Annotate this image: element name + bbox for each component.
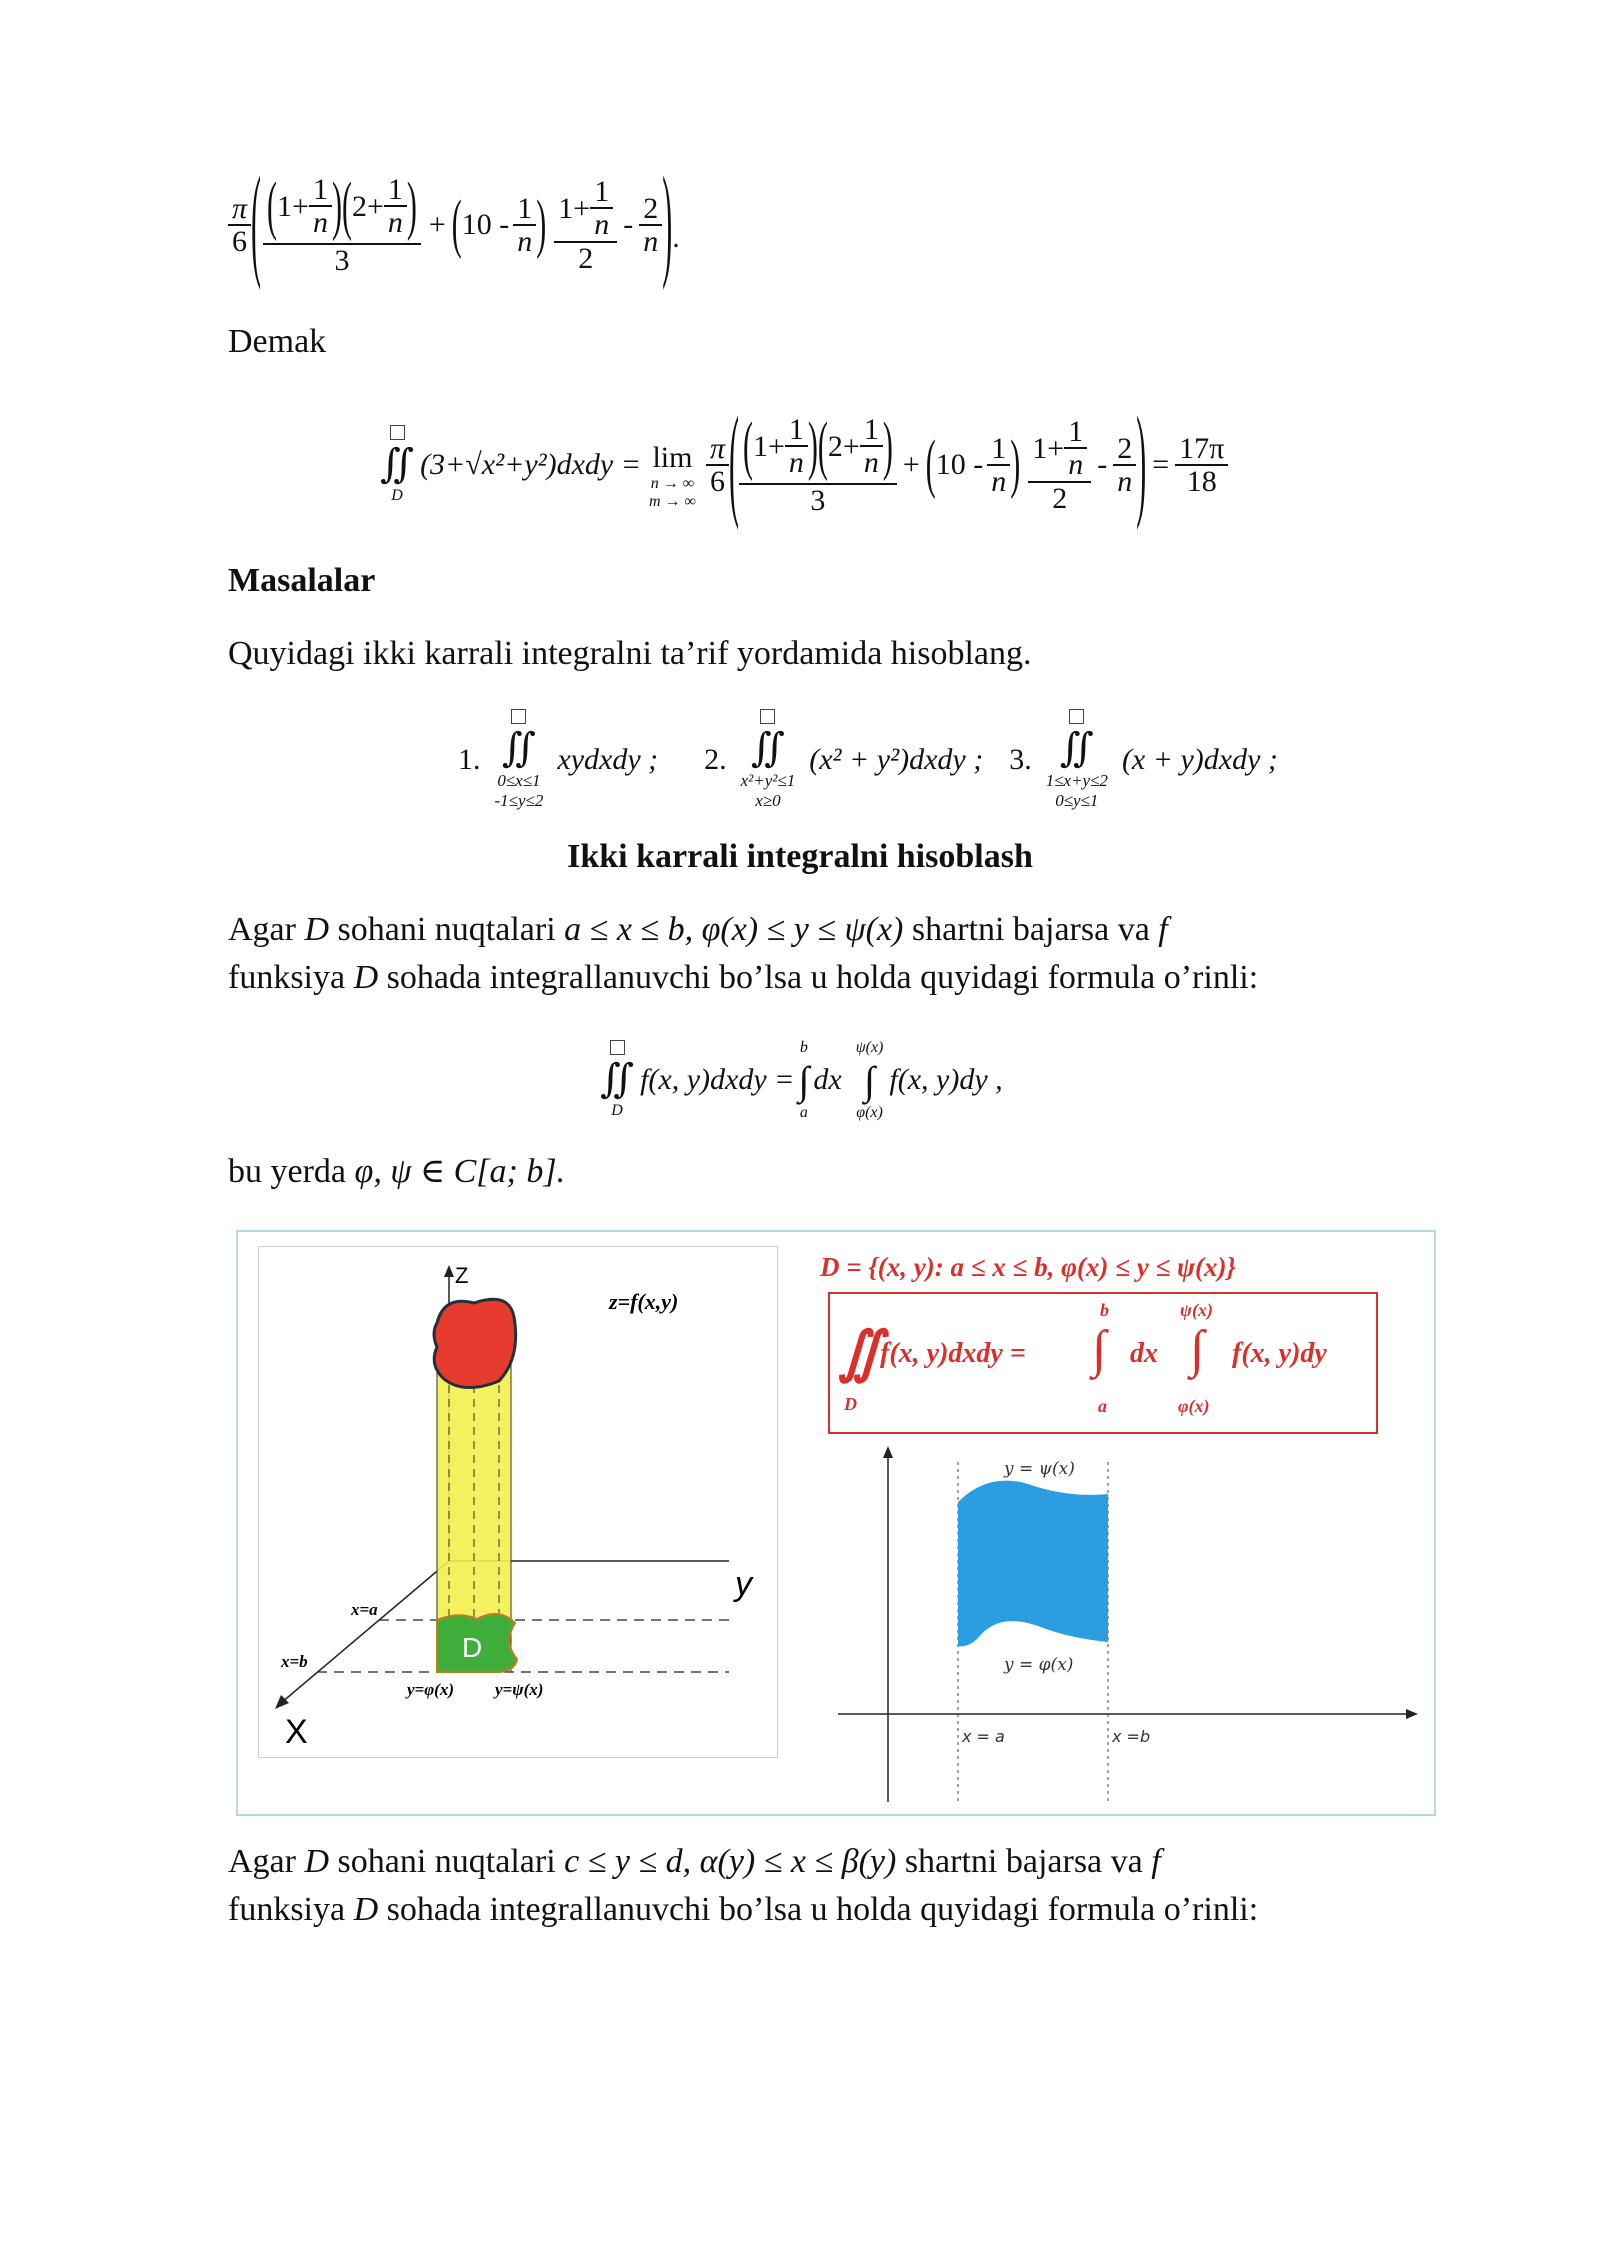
box-psi-label: ψ(x) [1180,1300,1214,1320]
box-b-label: b [1100,1300,1109,1320]
double-integral-D: ∬ D [600,1040,634,1120]
phi-curve-label: y = φ(x) [1004,1655,1074,1675]
y-axis-label: y [735,1565,752,1603]
surface-label: z=f(x,y) [609,1289,679,1314]
box-phi-label: φ(x) [1178,1396,1210,1416]
integral-phi-psi: ψ(x) ∫ φ(x) [855,1038,884,1121]
paragraph-1: Agar D sohani nuqtalari a ≤ x ≤ b, φ(x) ≤ y ≤ ψ(x) shartni bajarsa va f funksiya D sohada integrallanuvchi bo’lsa u holda quyidagi formula o’rinli: [228,911,1259,996]
problem-1-number: 1. [458,743,481,776]
domain-definition: D = {(x, y): a ≤ x ≤ b, φ(x) ≤ y ≤ ψ(x)} [820,1252,1236,1282]
domain-D-label: D [462,1632,483,1663]
z-axis-label: Z [455,1263,469,1288]
fraction-product-over-3: ( 1+ $\frac{1}{n}$ ) ( 2+ $\frac{1}{n}$ ) 3 [263,174,421,277]
box-right-expr: f(x, y)dy [1232,1338,1327,1369]
formula-top: $\frac{\pi}{6}$ ( ( 1+ $\frac{1}{n}$ ) ( 2+ $\frac{1}{n}$ ) 3 + ( 10 - $\frac{1}{n}$ ) 1+ $\frac{1}{n}$ 2 - $\frac{2}{n}$ ) . [228,150,680,300]
demak-text: Demak [228,323,327,360]
problem-3-expr: (x + y)dxdy ; [1121,743,1278,776]
x-equals-a-label: x=a [351,1600,378,1619]
problem-2-number: 2. [704,743,727,776]
x-b-label: x =b [1112,1727,1151,1746]
x-equals-b-label: x=b [281,1652,308,1671]
integrand: (3+√x²+y²)dxdy = [420,448,641,481]
box-left-expr: f(x, y)dxdy = [880,1338,1026,1369]
result-fraction: $\frac{17\pi}{18}$ [1175,433,1228,498]
psi-label: y=ψ(x) [495,1680,544,1699]
box-D-label: D [844,1394,857,1414]
problem-2-integral: ∬ x²+y²≤1 x≥0 [741,709,796,811]
integral-a-b: b ∫ a [798,1038,810,1121]
figure-left-panel [258,1246,778,1758]
figure-frame [236,1230,1436,1816]
pi-over-6: $\frac{\pi}{6}$ [228,193,251,258]
x-axis-label: X [285,1713,308,1751]
formula-main: ∬ D (3+√x²+y²)dxdy = lim n → ∞ m → ∞ $\frac{\pi}{6}$ ( ( 1+ $\frac{1}{n}$ ) ( 2+ $\frac{1}{n}$ ) 3 + ( 10 - $\frac{1}{n}$ ) 1+ $\frac{1}{n}$ 2 - $\frac{2}{n}$ ) = $\frac{17\pi}{18}$ [380,385,1228,545]
box-dx: dx [1130,1338,1158,1369]
box-double-integral-icon: ∬ [838,1322,883,1384]
limit: lim n → ∞ m → ∞ [649,441,696,510]
bu-yerda-line: bu yerda φ, ψ ∈ C[a; b]. [228,1153,566,1190]
masalalar-text: Quyidagi ikki karrali integralni ta’rif yordamida hisoblang. [228,635,1032,672]
x-a-label: x = a [962,1727,1005,1746]
box-integral-icon: ∫ [1092,1321,1107,1378]
double-integral: ∬ D [380,425,414,505]
masalalar-heading: Masalalar [228,562,376,599]
problem-1-expr: xydxdy ; [557,743,659,776]
problem-3-number: 3. [1009,743,1032,776]
box-integral-icon-2: ∫ [1190,1321,1205,1378]
box-a-label: a [1098,1396,1107,1416]
problem-1-integral: ∬ 0≤x≤1 -1≤y≤2 [495,709,544,811]
formula-box [828,1292,1378,1434]
formula-iterated: ∬ D f(x, y)dxdy = b ∫ a dx ψ(x) ∫ φ(x) f(x, y)dy , [600,1038,1003,1121]
problem-3-integral: ∬ 1≤x+y≤2 0≤y≤1 [1046,709,1108,811]
paragraph-2: Agar D sohani nuqtalari c ≤ y ≤ d, α(y) ≤ x ≤ β(y) shartni bajarsa va f funksiya D sohada integrallanuvchi bo’lsa u holda quyidagi formula o’rinli: [228,1843,1259,1928]
problem-2-expr: (x² + y²)dxdy ; [809,743,984,776]
problems-row [458,700,1278,820]
3d-domain-sketch [259,1247,779,1759]
section-title: Ikki karrali integralni hisoblash [567,838,1033,875]
phi-label: y=φ(x) [407,1680,454,1699]
2d-domain-plot [828,1442,1428,1812]
psi-curve-label: y = ψ(x) [1004,1459,1075,1479]
